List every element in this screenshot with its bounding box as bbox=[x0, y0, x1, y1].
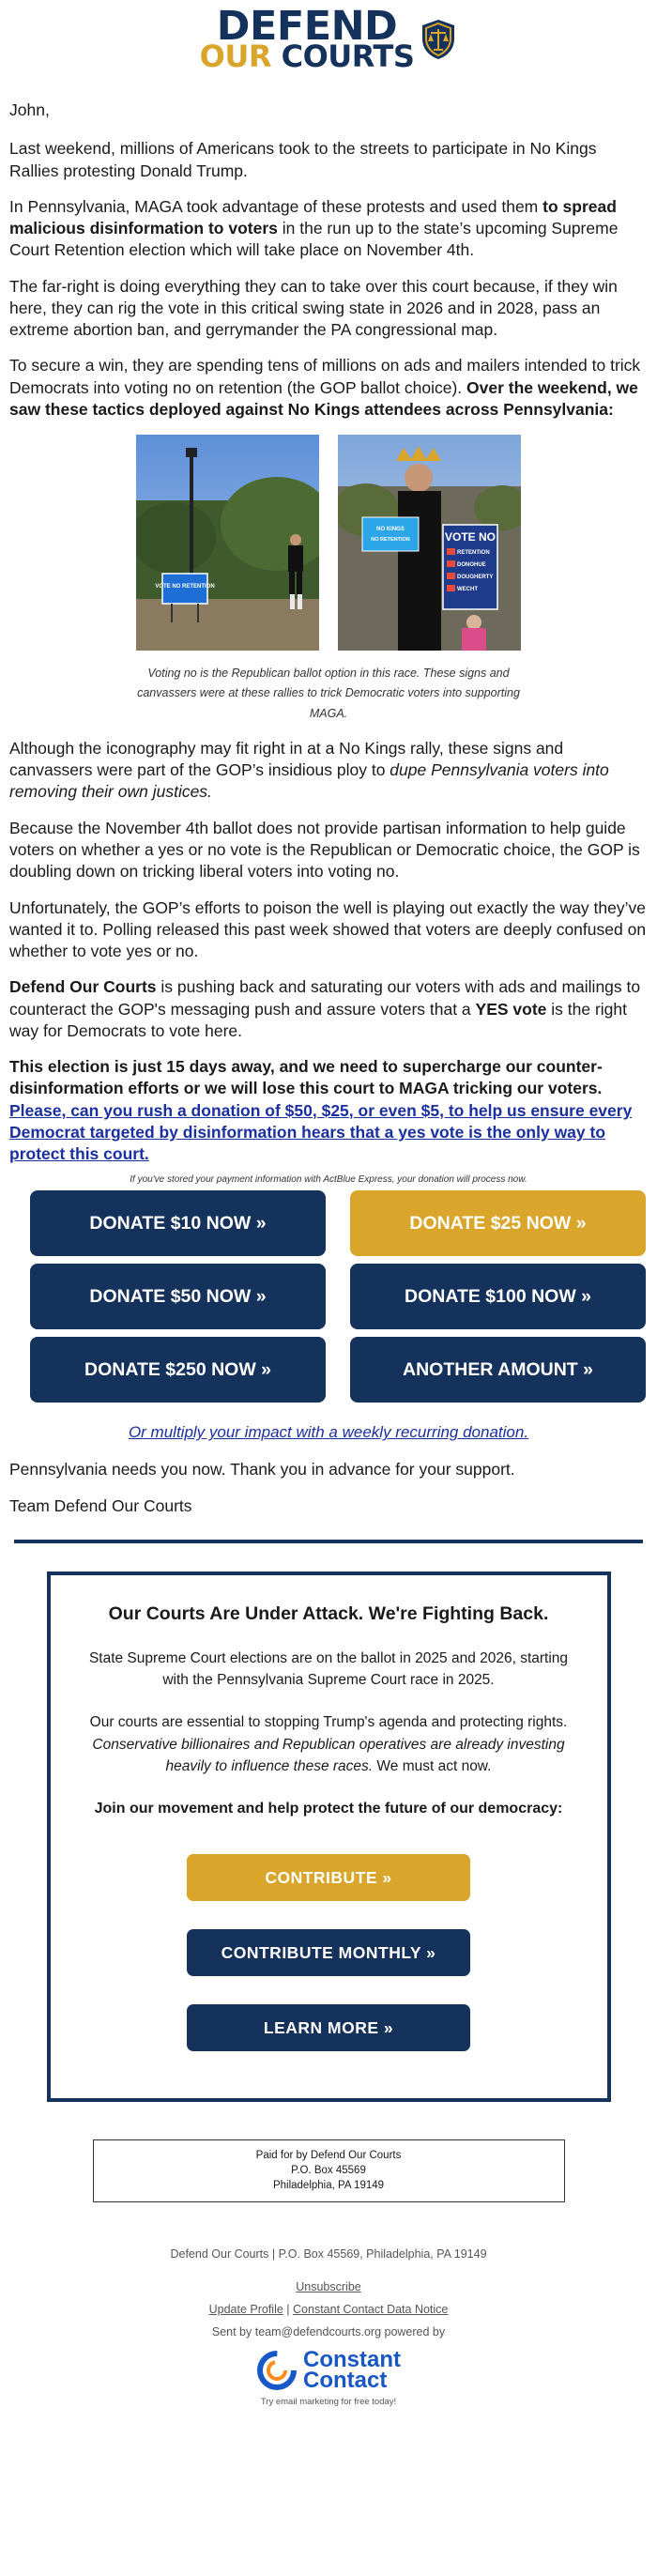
logo-text-line2: OUR COURTS bbox=[199, 38, 415, 74]
photo-canvasser-vote-no-poster[interactable] bbox=[338, 435, 521, 651]
paragraph-polling: Unfortunately, the GOP’s efforts to poison the well is playing out exactly the way they’ve wanted it to. Polling released this past week showed that voters are deeply confused on whether to vote yes or no. bbox=[9, 897, 647, 961]
paragraph-no-kings: Last weekend, millions of Americans took to the streets to participate in No Kings Rallies protesting Donald Trump. bbox=[9, 139, 597, 180]
paid-for-city: Philadelphia, PA 19149 bbox=[272, 2180, 385, 2192]
about-box-paragraph-2: Our courts are essential to stopping Trump's agenda and protecting rights. Conservative billionaires and Republican operatives are already investing heavily to influence these races. We must act now. bbox=[89, 1714, 568, 1774]
about-box bbox=[47, 1572, 611, 2102]
cc-tagline: Try email marketing for free today! bbox=[260, 2397, 397, 2408]
constant-contact-swirl-icon bbox=[256, 2350, 298, 2391]
paid-for-line: Paid for by Defend Our Courts bbox=[255, 2150, 402, 2162]
poster-item: RETENTION bbox=[457, 550, 490, 557]
section-divider bbox=[14, 1540, 643, 1543]
footer-address: Defend Our Courts | P.O. Box 45569, Philadelphia, PA 19149 bbox=[170, 2246, 487, 2261]
recurring-donation-link[interactable]: Or multiply your impact with a weekly recurring donation. bbox=[128, 1423, 529, 1442]
poster-item: DOUGHERTY bbox=[457, 575, 494, 581]
donate-100-button[interactable]: DONATE $100 NOW » bbox=[350, 1264, 646, 1329]
actblue-express-note: If you've stored your payment information with ActBlue Express, your donation will process now. bbox=[130, 1174, 527, 1186]
paid-for-address: P.O. Box 45569 bbox=[291, 2165, 366, 2177]
sent-by-text: Sent by team@defendcourts.org powered by bbox=[211, 2324, 446, 2338]
update-profile-link[interactable]: Update Profile bbox=[208, 2303, 283, 2317]
donation-ask-link[interactable]: Please, can you rush a donation of $50, $25, or even $5, to help us ensure every Democrat targeted by disinformation hears that a yes vote is the only way to protect this court. bbox=[9, 1100, 633, 1164]
logo-text-line1: DEFEND bbox=[216, 2, 398, 50]
left-sign-text: VOTE NO RETENTION bbox=[155, 584, 215, 590]
right-sign-subtext: NO RETENTION bbox=[371, 537, 410, 544]
cc-logo-line1: Constant bbox=[303, 2346, 401, 2372]
donate-10-button[interactable]: DONATE $10 NOW » bbox=[30, 1190, 326, 1256]
email-body bbox=[0, 100, 657, 1165]
cc-logo-line2: Contact bbox=[303, 2368, 388, 2394]
constant-contact-logo[interactable] bbox=[0, 2346, 657, 2394]
contribute-monthly-button[interactable]: CONTRIBUTE MONTHLY » bbox=[187, 1929, 470, 1976]
paragraph-pushing-back: Defend Our Courts is pushing back and saturating our voters with ads and mailings to counteract the GOP's messaging push and assure voters that a YES vote is the right way for Democrats to vote here. bbox=[9, 977, 641, 1040]
paragraph-spending: To secure a win, they are spending tens of millions on ads and mailers intended to trick Democrats into voting no on retention (the GOP ballot choice). Over the weekend, we saw these tactics deployed against No Kings attendees across Pennsylvania: bbox=[9, 356, 641, 419]
about-box-title: Our Courts Are Under Attack. We're Fighting Back. bbox=[108, 1602, 549, 1624]
another-amount-button[interactable]: ANOTHER AMOUNT » bbox=[350, 1337, 646, 1403]
rally-photos bbox=[9, 435, 648, 651]
data-notice-link[interactable]: Constant Contact Data Notice bbox=[293, 2303, 449, 2317]
email-footer: Defend Our Courts | P.O. Box 45569, Philadelphia, PA 19149 Unsubscribe Update Profile | Constant Contact Data Notice Sent by team@defendcourts.org powered by Constant Contact Try email marketing for free today! bbox=[0, 2244, 657, 2412]
photo-canvasser-with-sign[interactable] bbox=[136, 435, 319, 651]
salutation: John, bbox=[9, 100, 50, 119]
about-box-paragraph-1: State Supreme Court elections are on the ballot in 2025 and 2026, starting with the Pennsylvania Supreme Court race in 2025. bbox=[88, 1649, 569, 1689]
poster-title: VOTE NO bbox=[444, 530, 497, 544]
donate-250-button[interactable]: DONATE $250 NOW » bbox=[30, 1337, 326, 1403]
poster-item: DONOHUE bbox=[457, 562, 486, 569]
donate-25-button[interactable]: DONATE $25 NOW » bbox=[350, 1190, 646, 1256]
paragraph-maga-disinfo: In Pennsylvania, MAGA took advantage of these protests and used them to spread malicious disinformation to voters in the run up to the state’s upcoming Supreme Court Retention election which will take place on November 4th. bbox=[9, 196, 619, 260]
paid-for-disclaimer bbox=[93, 2139, 565, 2201]
photo-caption: Voting no is the Republican ballot option in this race. These signs and canvassers were at these rallies to trick Democratic voters into supporting MAGA. bbox=[137, 667, 520, 720]
signoff: Team Defend Our Courts bbox=[9, 1495, 192, 1515]
join-movement-text: Join our movement and help protect the future of our democracy: bbox=[94, 1801, 563, 1817]
closing-line: Pennsylvania needs you now. Thank you in advance for your support. bbox=[9, 1460, 515, 1480]
learn-more-button[interactable]: LEARN MORE » bbox=[187, 2004, 470, 2051]
poster-item: WECHT bbox=[457, 587, 478, 593]
unsubscribe-link[interactable]: Unsubscribe bbox=[296, 2280, 361, 2294]
right-sign-text: NO KINGS bbox=[376, 527, 405, 533]
recurring-donation bbox=[0, 1423, 657, 1442]
paragraph-far-right: The far-right is doing everything they can to take over this court because, if they win here, they can rig the vote in this critical swing state in 2026 and in 2028, pass an extreme abortion ban, and gerrymander the PA congressional map. bbox=[9, 276, 618, 340]
contribute-button[interactable]: CONTRIBUTE » bbox=[187, 1854, 470, 1901]
closing-section bbox=[0, 1459, 657, 1517]
donate-50-button[interactable]: DONATE $50 NOW » bbox=[30, 1264, 326, 1329]
email-header bbox=[0, 0, 657, 79]
paragraph-ask: This election is just 15 days away, and we need to supercharge our counter-disinformation efforts or we will lose this court to MAGA tricking our voters. Please, can you rush a donation of $50, $25, or even $5, to help us ensure every Democrat targeted by disinformation hears that a yes vote is the only way to protect this court. bbox=[9, 1057, 633, 1164]
defend-our-courts-logo[interactable] bbox=[199, 2, 458, 74]
paragraph-iconography: Although the iconography may fit right in at a No Kings rally, these signs and canvassers were part of the GOP’s insidious ploy to dupe Pennsylvania voters into removing their own justices. bbox=[9, 738, 609, 802]
shield-scales-icon bbox=[420, 18, 457, 61]
paragraph-ballot-info: Because the November 4th ballot does not provide partisan information to help guide voters on whether a yes or no vote is the Republican or Democratic choice, the GOP is doubling down on tricking liberal voters into voting no. bbox=[9, 818, 640, 882]
donate-buttons-grid bbox=[9, 1190, 657, 1403]
